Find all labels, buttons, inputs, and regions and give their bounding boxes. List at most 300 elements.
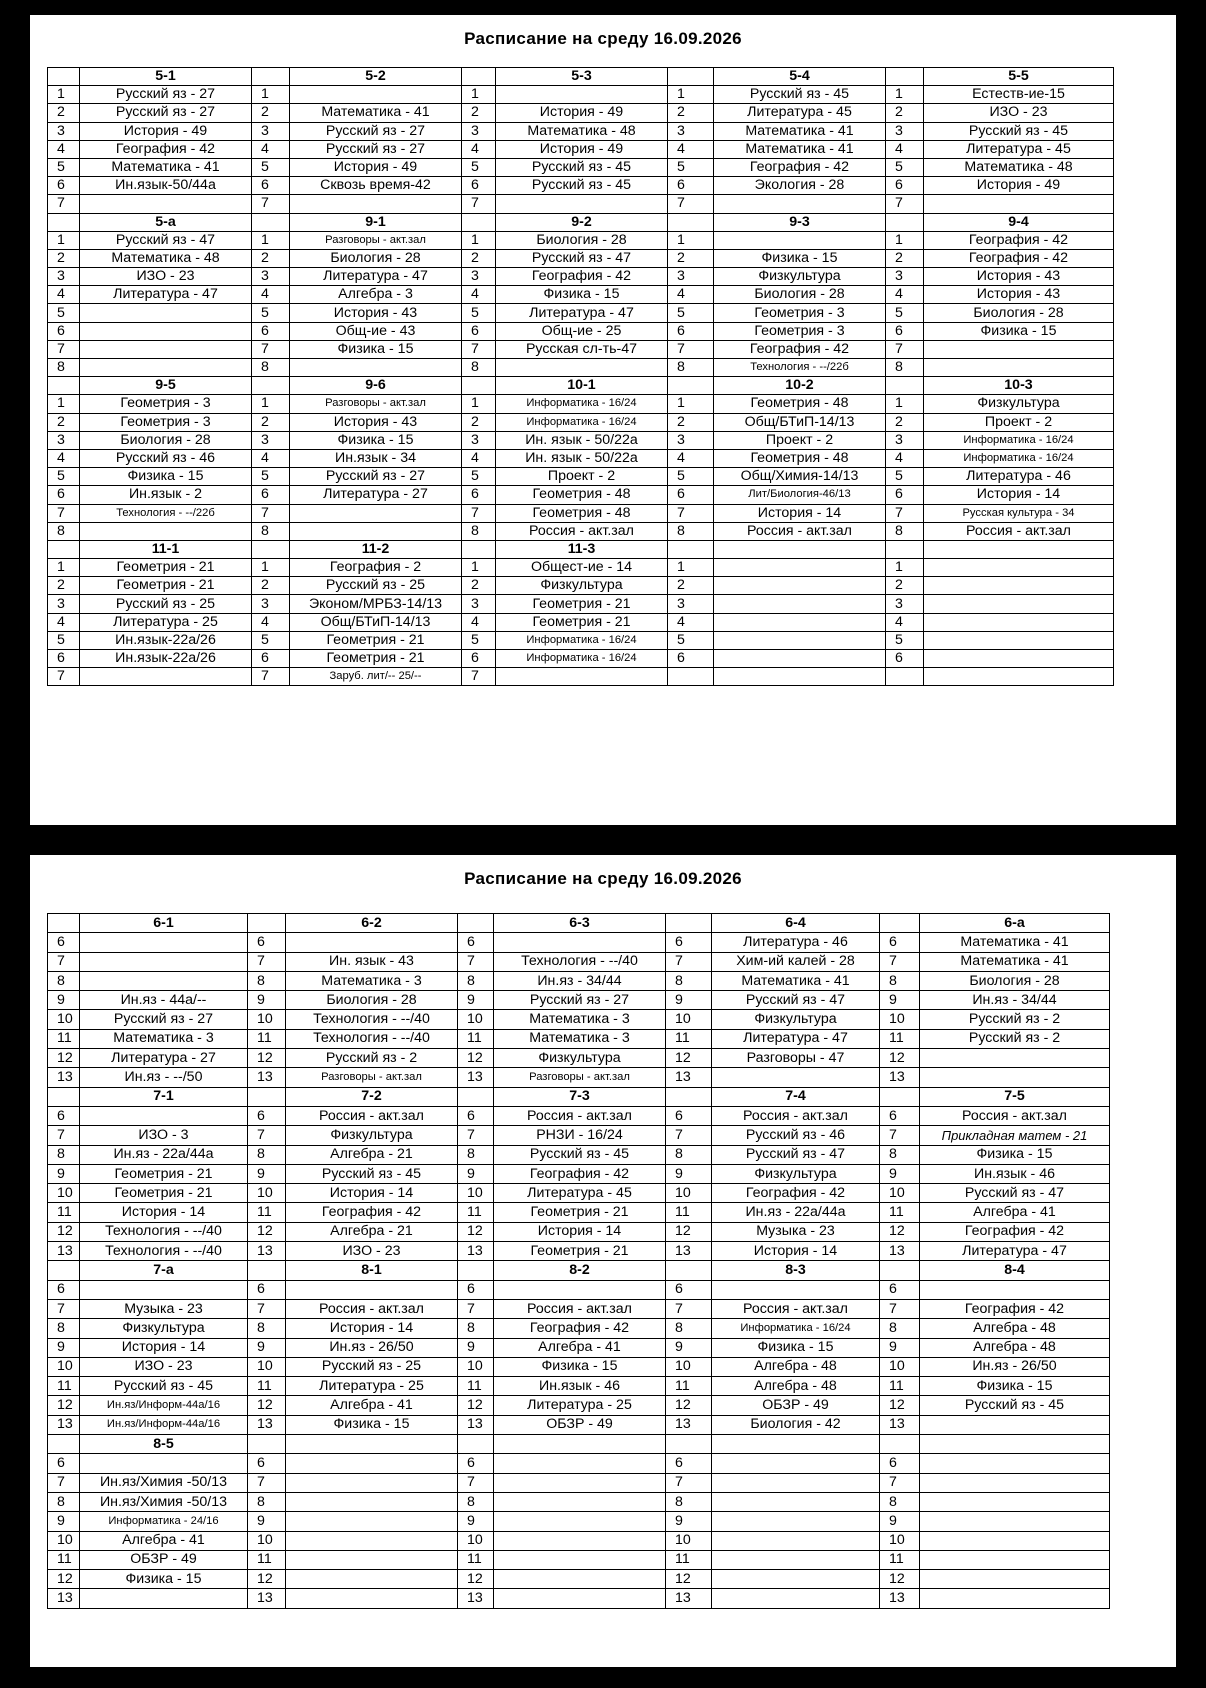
lesson-number: 9 — [248, 1512, 286, 1531]
lesson-number: 7 — [248, 1126, 286, 1145]
lesson-cell: Физика - 15 — [712, 1338, 880, 1357]
lesson-number: 6 — [458, 1280, 494, 1299]
lesson-cell — [80, 1106, 248, 1125]
lesson-cell: Математика - 41 — [80, 158, 252, 176]
lesson-cell — [290, 86, 462, 104]
lesson-row — [48, 1145, 1110, 1164]
lesson-cell: История - 49 — [496, 104, 668, 122]
lesson-cell: Физкультура — [712, 1164, 880, 1183]
lesson-cell: География - 42 — [924, 231, 1114, 249]
lesson-row — [48, 971, 1110, 990]
lesson-cell — [920, 1589, 1110, 1608]
class-header-row — [48, 540, 1114, 558]
lesson-cell — [920, 1570, 1110, 1589]
lesson-cell: Россия - акт.зал — [286, 1299, 458, 1318]
lesson-number: 6 — [48, 322, 80, 340]
lesson-cell — [714, 631, 886, 649]
lesson-number: 10 — [248, 1184, 286, 1203]
lesson-cell: Россия - акт.зал — [712, 1106, 880, 1125]
lesson-number: 7 — [48, 668, 80, 686]
lesson-cell: Геометрия - 48 — [496, 504, 668, 522]
lesson-cell — [924, 559, 1114, 577]
lesson-cell: ОБЗР - 49 — [80, 1550, 248, 1569]
lesson-cell: Музыка - 23 — [80, 1299, 248, 1318]
lesson-number: 11 — [458, 1203, 494, 1222]
class-name: 10-2 — [714, 377, 886, 395]
lesson-row — [48, 1589, 1110, 1608]
lesson-number: 2 — [48, 413, 80, 431]
lesson-number: 2 — [48, 577, 80, 595]
lesson-number: 10 — [48, 1357, 80, 1376]
lesson-number: 8 — [458, 1319, 494, 1338]
lesson-cell: Хим-ий калей - 28 — [712, 952, 880, 971]
class-name: 8-1 — [286, 1261, 458, 1280]
lesson-number: 13 — [248, 1068, 286, 1087]
lesson-cell: Геометрия - 21 — [494, 1242, 666, 1261]
lesson-row — [48, 286, 1114, 304]
lesson-number: 11 — [666, 1377, 712, 1396]
lesson-number: 1 — [48, 86, 80, 104]
lesson-number: 8 — [886, 359, 924, 377]
header-spacer — [48, 914, 80, 933]
lesson-number: 8 — [666, 971, 712, 990]
lesson-cell — [712, 1570, 880, 1589]
lesson-cell: Биология - 28 — [714, 286, 886, 304]
lesson-cell — [924, 631, 1114, 649]
schedule-sheet-2 — [30, 855, 1176, 1667]
lesson-cell: Русский яз - 45 — [496, 177, 668, 195]
lesson-number: 8 — [458, 1492, 494, 1511]
lesson-row — [48, 431, 1114, 449]
lesson-cell — [924, 195, 1114, 213]
header-spacer — [248, 1087, 286, 1106]
lesson-number: 4 — [886, 140, 924, 158]
lesson-cell: Эконом/МРБЗ-14/13 — [290, 595, 462, 613]
lesson-cell: Россия - акт.зал — [494, 1106, 666, 1125]
lesson-number: 2 — [48, 249, 80, 267]
lesson-number: 8 — [252, 522, 290, 540]
lesson-cell: История - 43 — [924, 286, 1114, 304]
lesson-number: 2 — [462, 413, 496, 431]
lesson-cell: ИЗО - 23 — [286, 1242, 458, 1261]
lesson-number: 11 — [48, 1029, 80, 1048]
lesson-cell — [712, 1454, 880, 1473]
lesson-cell: История - 14 — [80, 1203, 248, 1222]
lesson-row — [48, 140, 1114, 158]
lesson-cell — [920, 1531, 1110, 1550]
lesson-cell: Ин.яз/Информ-44а/16 — [80, 1396, 248, 1415]
lesson-number: 9 — [48, 1338, 80, 1357]
lesson-number: 6 — [668, 177, 714, 195]
class-name: 7-а — [80, 1261, 248, 1280]
lesson-number: 12 — [458, 1222, 494, 1241]
lesson-number: 9 — [248, 1338, 286, 1357]
lesson-number: 4 — [48, 286, 80, 304]
lesson-cell: Технология - --/22б — [80, 504, 252, 522]
lesson-number: 6 — [248, 933, 286, 952]
lesson-number: 3 — [48, 595, 80, 613]
lesson-number: 6 — [886, 650, 924, 668]
lesson-cell: Технология - --/40 — [286, 1010, 458, 1029]
lesson-number: 11 — [666, 1029, 712, 1048]
lesson-cell: Ин.яз - 22а/44а — [712, 1203, 880, 1222]
lesson-cell: Геометрия - 48 — [714, 449, 886, 467]
class-header-row — [48, 1435, 1110, 1454]
lesson-number: 9 — [666, 991, 712, 1010]
class-name: 9-5 — [80, 377, 252, 395]
lesson-cell: Ин.яз - 22а/44а — [80, 1145, 248, 1164]
lesson-row — [48, 486, 1114, 504]
lesson-number: 6 — [666, 1106, 712, 1125]
lesson-number: 8 — [668, 522, 714, 540]
lesson-cell: Ин.язык - 46 — [494, 1377, 666, 1396]
lesson-number: 12 — [458, 1396, 494, 1415]
lesson-row — [48, 1492, 1110, 1511]
lesson-cell: География - 42 — [494, 1164, 666, 1183]
lesson-cell: География - 2 — [290, 559, 462, 577]
lesson-number: 10 — [880, 1531, 920, 1550]
class-header-row — [48, 68, 1114, 86]
lesson-cell: Разговоры - акт.зал — [290, 231, 462, 249]
lesson-number: 3 — [886, 595, 924, 613]
class-name: 10-3 — [924, 377, 1114, 395]
lesson-cell — [286, 1531, 458, 1550]
lesson-cell — [286, 1570, 458, 1589]
lesson-number: 11 — [48, 1377, 80, 1396]
lesson-cell: Геометрия - 21 — [496, 613, 668, 631]
lesson-number: 7 — [48, 1126, 80, 1145]
lesson-cell — [714, 559, 886, 577]
lesson-row — [48, 1338, 1110, 1357]
lesson-cell: Физика - 15 — [714, 249, 886, 267]
lesson-cell: Русский яз - 2 — [920, 1029, 1110, 1048]
lesson-number: 7 — [248, 952, 286, 971]
lesson-number: 7 — [458, 952, 494, 971]
class-name: 5-3 — [496, 68, 668, 86]
lesson-number: 2 — [668, 104, 714, 122]
lesson-cell — [286, 1589, 458, 1608]
class-name: 6-а — [920, 914, 1110, 933]
lesson-number: 9 — [458, 1338, 494, 1357]
lesson-number: 8 — [48, 1319, 80, 1338]
lesson-cell: Разговоры - 47 — [712, 1049, 880, 1068]
lesson-number: 5 — [886, 304, 924, 322]
lesson-cell: Ин. язык - 50/22а — [496, 431, 668, 449]
lesson-number: 8 — [48, 971, 80, 990]
lesson-number: 6 — [252, 177, 290, 195]
lesson-cell: Общ/БТиП-14/13 — [714, 413, 886, 431]
lesson-cell — [496, 668, 668, 686]
lesson-cell — [494, 1280, 666, 1299]
lesson-cell: Литература - 47 — [920, 1242, 1110, 1261]
lesson-number: 13 — [666, 1068, 712, 1087]
lesson-cell: История - 14 — [712, 1242, 880, 1261]
lesson-number: 6 — [666, 1454, 712, 1473]
class-name: 5-5 — [924, 68, 1114, 86]
lesson-number: 12 — [248, 1222, 286, 1241]
lesson-number: 9 — [666, 1512, 712, 1531]
lesson-cell — [286, 1454, 458, 1473]
lesson-cell: Физкультура — [712, 1010, 880, 1029]
lesson-row — [48, 1531, 1110, 1550]
lesson-number: 11 — [248, 1029, 286, 1048]
lesson-cell: Ин.язык - 34 — [290, 449, 462, 467]
lesson-number: 13 — [48, 1242, 80, 1261]
lesson-cell: Математика - 3 — [286, 971, 458, 990]
lesson-cell: Математика - 48 — [496, 122, 668, 140]
lesson-cell: Физика - 15 — [80, 1570, 248, 1589]
lesson-number: 7 — [48, 1473, 80, 1492]
lesson-cell: Русский яз - 25 — [286, 1357, 458, 1376]
class-name — [712, 1435, 880, 1454]
lesson-cell — [924, 650, 1114, 668]
lesson-number: 7 — [886, 340, 924, 358]
header-spacer — [458, 1261, 494, 1280]
header-spacer — [886, 68, 924, 86]
lesson-cell: Ин.язык-50/44а — [80, 177, 252, 195]
lesson-number: 6 — [248, 1106, 286, 1125]
header-spacer — [48, 377, 80, 395]
class-header-row — [48, 1087, 1110, 1106]
lesson-number: 6 — [248, 1454, 286, 1473]
lesson-row — [48, 1280, 1110, 1299]
lesson-cell: Естеств-ие-15 — [924, 86, 1114, 104]
lesson-cell: Ин.яз/Химия -50/13 — [80, 1473, 248, 1492]
lesson-cell: Русский яз - 45 — [80, 1377, 248, 1396]
lesson-cell: Русский яз - 2 — [920, 1010, 1110, 1029]
lesson-number: 7 — [880, 1126, 920, 1145]
lesson-cell: Лит/Биология-46/13 — [714, 486, 886, 504]
lesson-number: 10 — [248, 1531, 286, 1550]
lesson-number: 3 — [668, 595, 714, 613]
lesson-cell — [924, 613, 1114, 631]
header-spacer — [252, 540, 290, 558]
lesson-cell: Разговоры - акт.зал — [290, 395, 462, 413]
lesson-cell — [80, 195, 252, 213]
lesson-cell: Математика - 48 — [80, 249, 252, 267]
lesson-row — [48, 468, 1114, 486]
class-name: 7-3 — [494, 1087, 666, 1106]
lesson-number: 8 — [462, 359, 496, 377]
lesson-number: 8 — [880, 1319, 920, 1338]
lesson-number: 7 — [248, 1299, 286, 1318]
lesson-row — [48, 1068, 1110, 1087]
lesson-number: 1 — [668, 395, 714, 413]
header-spacer — [48, 213, 80, 231]
lesson-row — [48, 668, 1114, 686]
lesson-cell — [714, 595, 886, 613]
lesson-cell: Ин.яз - 34/44 — [494, 971, 666, 990]
lesson-number: 6 — [48, 1280, 80, 1299]
lesson-cell: Ин.язык-22а/26 — [80, 650, 252, 668]
lesson-number: 7 — [668, 195, 714, 213]
lesson-number: 4 — [252, 613, 290, 631]
lesson-cell: Русский яз - 47 — [496, 249, 668, 267]
lesson-number: 6 — [880, 1280, 920, 1299]
lesson-cell: Разговоры - акт.зал — [494, 1068, 666, 1087]
lesson-cell: География - 42 — [920, 1299, 1110, 1318]
lesson-cell — [494, 933, 666, 952]
lesson-number: 8 — [880, 1145, 920, 1164]
class-name: 9-3 — [714, 213, 886, 231]
lesson-cell: Физика - 15 — [496, 286, 668, 304]
lesson-number: 3 — [48, 431, 80, 449]
lesson-cell: Физика - 15 — [920, 1145, 1110, 1164]
lesson-cell: Литература - 25 — [80, 613, 252, 631]
lesson-cell: Геометрия - 21 — [80, 577, 252, 595]
lesson-row — [48, 1473, 1110, 1492]
lesson-cell — [80, 522, 252, 540]
lesson-cell: История - 43 — [290, 413, 462, 431]
lesson-number: 8 — [462, 522, 496, 540]
lesson-row — [48, 304, 1114, 322]
header-spacer — [252, 68, 290, 86]
lesson-number: 12 — [880, 1570, 920, 1589]
lesson-cell: Русский яз - 45 — [494, 1145, 666, 1164]
lesson-number: 10 — [48, 1010, 80, 1029]
lesson-cell: Математика - 48 — [924, 158, 1114, 176]
lesson-number: 11 — [248, 1550, 286, 1569]
lesson-number: 8 — [248, 1319, 286, 1338]
lesson-number: 10 — [458, 1357, 494, 1376]
lesson-number: 3 — [48, 268, 80, 286]
lesson-cell: Музыка - 23 — [712, 1222, 880, 1241]
lesson-number: 3 — [252, 268, 290, 286]
lesson-number: 1 — [48, 231, 80, 249]
lesson-cell — [286, 1550, 458, 1569]
lesson-cell: Россия - акт.зал — [714, 522, 886, 540]
lesson-number: 10 — [458, 1531, 494, 1550]
lesson-cell: Россия - акт.зал — [924, 522, 1114, 540]
lesson-cell: Проект - 2 — [496, 468, 668, 486]
lesson-cell: Физкультура — [80, 1319, 248, 1338]
lesson-cell: Физкультура — [494, 1049, 666, 1068]
lesson-cell: География - 42 — [714, 158, 886, 176]
lesson-cell: Ин. язык - 43 — [286, 952, 458, 971]
lesson-cell: Заруб. лит/-- 25/-- — [290, 668, 462, 686]
lesson-number: 3 — [252, 595, 290, 613]
lesson-number: 7 — [668, 504, 714, 522]
lesson-number: 4 — [462, 140, 496, 158]
lesson-row — [48, 104, 1114, 122]
lesson-cell: География - 42 — [494, 1319, 666, 1338]
class-name — [920, 1435, 1110, 1454]
lesson-number: 13 — [248, 1242, 286, 1261]
lesson-cell — [290, 195, 462, 213]
lesson-cell: Литература - 47 — [712, 1029, 880, 1048]
lesson-cell: Россия - акт.зал — [712, 1299, 880, 1318]
lesson-number: 6 — [462, 486, 496, 504]
header-spacer — [668, 68, 714, 86]
lesson-cell: Информатика - 16/24 — [496, 650, 668, 668]
lesson-cell: История - 49 — [924, 177, 1114, 195]
class-name: 11-2 — [290, 540, 462, 558]
lesson-number: 6 — [880, 1454, 920, 1473]
lesson-cell: Проект - 2 — [714, 431, 886, 449]
lesson-number — [668, 668, 714, 686]
lesson-cell — [80, 322, 252, 340]
lesson-number: 10 — [48, 1184, 80, 1203]
lesson-number: 3 — [668, 431, 714, 449]
lesson-number: 12 — [48, 1570, 80, 1589]
class-name: 9-4 — [924, 213, 1114, 231]
lesson-number: 9 — [880, 991, 920, 1010]
lesson-number: 6 — [248, 1280, 286, 1299]
lesson-number: 6 — [252, 650, 290, 668]
lesson-number: 3 — [48, 122, 80, 140]
lesson-cell: История - 43 — [290, 304, 462, 322]
header-spacer — [462, 540, 496, 558]
lesson-number: 13 — [48, 1068, 80, 1087]
lesson-number: 8 — [666, 1145, 712, 1164]
lesson-cell — [924, 595, 1114, 613]
lesson-cell: Математика - 41 — [712, 971, 880, 990]
lesson-cell — [920, 1492, 1110, 1511]
header-spacer — [458, 914, 494, 933]
lesson-number: 7 — [462, 504, 496, 522]
lesson-cell: Геометрия - 21 — [80, 1184, 248, 1203]
class-name — [924, 540, 1114, 558]
lesson-number: 11 — [880, 1550, 920, 1569]
lesson-number: 11 — [880, 1377, 920, 1396]
lesson-number: 5 — [252, 631, 290, 649]
lesson-row — [48, 631, 1114, 649]
lesson-row — [48, 359, 1114, 377]
lesson-number: 8 — [248, 1492, 286, 1511]
class-name: 7-5 — [920, 1087, 1110, 1106]
lesson-number: 1 — [886, 559, 924, 577]
lesson-number: 11 — [48, 1550, 80, 1569]
lesson-number: 5 — [668, 158, 714, 176]
lesson-number: 1 — [48, 395, 80, 413]
lesson-cell: Ин.яз - 26/50 — [286, 1338, 458, 1357]
lesson-cell: Русский яз - 27 — [290, 468, 462, 486]
class-name: 9-6 — [290, 377, 462, 395]
lesson-cell: Ин.язык-22а/26 — [80, 631, 252, 649]
lesson-number: 13 — [248, 1589, 286, 1608]
class-name — [494, 1435, 666, 1454]
lesson-number: 10 — [666, 1184, 712, 1203]
lesson-number: 5 — [886, 158, 924, 176]
lesson-cell: Физкультура — [496, 577, 668, 595]
lesson-number: 2 — [668, 413, 714, 431]
lesson-number: 1 — [48, 559, 80, 577]
class-name — [286, 1435, 458, 1454]
lesson-cell: История - 14 — [494, 1222, 666, 1241]
lesson-number: 5 — [252, 468, 290, 486]
lesson-cell: Алгебра - 41 — [494, 1338, 666, 1357]
lesson-cell — [920, 1454, 1110, 1473]
lesson-number: 2 — [886, 249, 924, 267]
lesson-number: 6 — [48, 1106, 80, 1125]
lesson-number: 4 — [668, 613, 714, 631]
lesson-cell: Геометрия - 21 — [290, 650, 462, 668]
lesson-cell: География - 42 — [80, 140, 252, 158]
lesson-cell: Литература - 25 — [494, 1396, 666, 1415]
lesson-row — [48, 122, 1114, 140]
lesson-number: 7 — [462, 668, 496, 686]
lesson-cell — [920, 1415, 1110, 1434]
lesson-cell — [712, 1492, 880, 1511]
lesson-cell — [714, 650, 886, 668]
lesson-number: 2 — [886, 104, 924, 122]
header-spacer — [462, 213, 496, 231]
lesson-number: 1 — [668, 231, 714, 249]
header-spacer — [248, 1435, 286, 1454]
lesson-row — [48, 1029, 1110, 1048]
lesson-cell: Геометрия - 3 — [80, 395, 252, 413]
lesson-number: 5 — [462, 631, 496, 649]
